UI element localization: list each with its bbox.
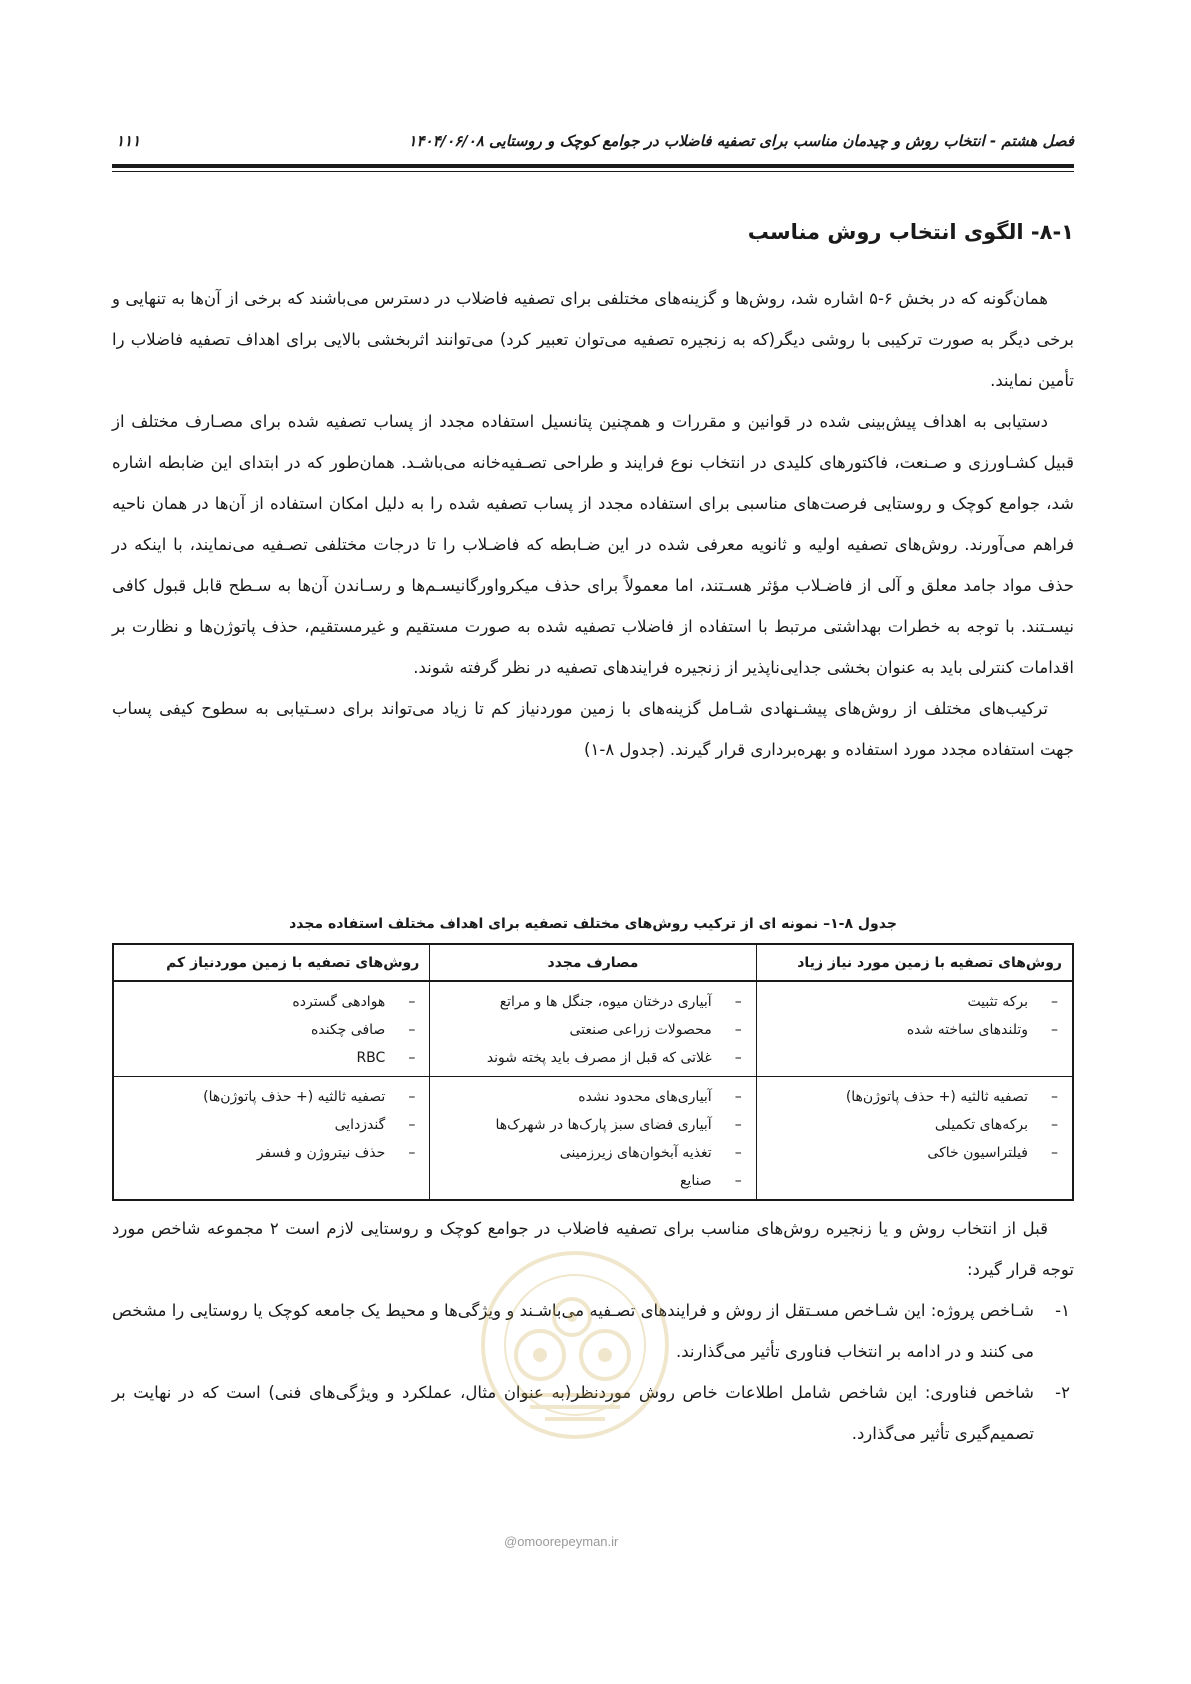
list-item: – فیلتراسیون خاکی [767, 1139, 1062, 1167]
list-item: – صنایع [440, 1167, 745, 1195]
paragraph: همان‌گونه که در بخش ۶-۵ اشاره شد، روش‌ها و گزینه‌های مختلفی برای تصفیه فاضلاب در دسترس می‌باشند که برخی از آن‌ها به تنهایی و برخی دیگر به صورت ترکیبی با روشی دیگر(که به زنجیره تصفیه می‌توان تعبیر کرد) می‌توانند اثربخشی بالایی برای اهداف تصفیه فاضلاب را تأمین نمایند. [112, 289, 1074, 390]
list-item: – غلاتی که قبل از مصرف باید پخته شوند [440, 1044, 745, 1072]
list-item: – تصفیه ثالثیه (+ حذف پاتوژن‌ها) [124, 1083, 419, 1111]
paragraph: قبل از انتخاب روش و یا زنجیره روش‌های مناسب برای تصفیه فاضلاب در جوامع کوچک و روستایی لازم است ۲ مجموعه شاخص مورد توجه قرار گیرد: [112, 1219, 1074, 1279]
cell-reuse [430, 1077, 756, 1201]
list-item: – صافی چکنده [124, 1016, 419, 1044]
header-low-land: روش‌های تصفیه با زمین موردنیاز کم [113, 944, 430, 981]
list-item: – محصولات زراعی صنعتی [440, 1016, 745, 1044]
body-paragraph-2 [112, 1208, 1074, 1290]
document-page [112, 0, 1074, 1684]
header-reuse: مصارف مجدد [430, 944, 756, 981]
running-header [112, 128, 1074, 158]
chapter-title: فصل هشتم - انتخاب روش و چیدمان مناسب برای تصفیه فاضلاب در جوامع کوچک و روستایی ۱۴۰۴/۰۶/۰۸ [408, 132, 1074, 150]
list-item: – برکه‌های تکمیلی [767, 1111, 1062, 1139]
criteria-list [112, 1290, 1074, 1454]
paragraph: دستیابی به اهداف پیش‌بینی شده در قوانین و مقررات و همچنین پتانسیل استفاده مجدد از پساب تصفیه شده برای مصـارف مختلف از قبیل کشـاورزی و صـنعت، فاکتورهای کلیدی در انتخاب نوع فرایند و طراحی تصـفیه‌خانه می‌باشـد. همان‌طور که در ابتدای این ضابطه اشاره شد، جوامع کوچک و روستایی فرصت‌های مناسبی برای استفاده مجدد از پساب تصفیه شده را به دلیل امکان استفاده از آن‌ها در همان ناحیه فراهم می‌آورند. روش‌های تصفیه اولیه و ثانویه معرفی شده در این ضـابطه که فاضـلاب را تا درجات مختلفی تصـفیه می‌نمایند، با اینکه در حذف مواد جامد معلق و آلی از فاضـلاب مؤثر هسـتند، اما معمولاً برای حذف میکرواورگانیسـم‌ها و رسـاندن آن‌ها به سـطح قابل قبول کافی نیسـتند. با توجه به خطرات بهداشتی مرتبط با استفاده از فاضلاب تصفیه شده به صورت مستقیم و غیرمستقیم، حذف پاتوژن‌ها و نظارت بر اقدامات کنترلی باید به عنوان بخشی جدایی‌ناپذیر از زنجیره فرایندهای تصفیه در نظر گرفته شوند. [112, 412, 1074, 677]
list-item: – گندزدایی [124, 1111, 419, 1139]
criteria-number: ۲- [1055, 1383, 1070, 1402]
page-number: ۱۱۱ [116, 132, 141, 150]
cell-low-land [113, 1077, 430, 1201]
section-heading: ۸-۱- الگوی انتخاب روش مناسب [747, 220, 1074, 244]
cell-high-land [756, 981, 1073, 1077]
list-item: – آبیاری‌های محدود نشده [440, 1083, 745, 1111]
table-row [113, 1077, 1073, 1201]
table-row [113, 981, 1073, 1077]
table-header-row [113, 944, 1073, 981]
list-item: – وتلندهای ساخته شده [767, 1016, 1062, 1044]
watermark-url: @omoorepeyman.ir [504, 1534, 619, 1549]
table-container [112, 943, 1074, 1201]
list-item: – آبیاری فضای سبز پارک‌ها در شهرک‌ها [440, 1111, 745, 1139]
criteria-item [112, 1372, 1074, 1454]
cell-high-land [756, 1077, 1073, 1201]
list-item: – حذف نیتروژن و فسفر [124, 1139, 419, 1167]
paragraph: ترکیب‌های مختلف از روش‌های پیشـنهادی شـامل گزینه‌های با زمین موردنیاز کم تا زیاد می‌تواند برای دسـتیابی به سطوح کیفی پساب جهت استفاده مجدد مورد استفاده و بهره‌برداری قرار گیرند. (جدول ۸-۱) [112, 699, 1074, 759]
list-item: – تغذیه آبخوان‌های زیرزمینی [440, 1139, 745, 1167]
cell-low-land [113, 981, 430, 1077]
list-item: – آبیاری درختان میوه، جنگل ها و مراتع [440, 988, 745, 1016]
body-paragraphs [112, 278, 1074, 770]
list-item: – هوادهی گسترده [124, 988, 419, 1016]
header-rule-thick [112, 164, 1074, 168]
cell-reuse [430, 981, 756, 1077]
criteria-text: شاخص فناوری: این شاخص شامل اطلاعات خاص روش موردنظر(به عنوان مثال، عملکرد و ویژگی‌های فنی) است که در نهایت بر تصمیم‌گیری تأثیر می‌گذارد. [112, 1383, 1034, 1443]
criteria-number: ۱- [1055, 1301, 1070, 1320]
list-item: – RBC [124, 1044, 419, 1072]
table-caption: جدول ۸-۱– نمونه ای از ترکیب روش‌های مختلف تصفیه برای اهداف مختلف استفاده مجدد [289, 916, 897, 932]
header-high-land: روش‌های تصفیه با زمین مورد نیاز زیاد [756, 944, 1073, 981]
criteria-item [112, 1290, 1074, 1372]
header-rule-thin [112, 171, 1074, 172]
criteria-text: شـاخص پروژه: این شـاخص مسـتقل از روش و فرایندهای تصـفیه می‌باشـند و ویژگی‌ها و محیط یک جامعه کوچک یا روستایی را مشخص می کنند و در ادامه بر انتخاب فناوری تأثیر می‌گذارند. [112, 1301, 1034, 1361]
list-item: – تصفیه ثالثیه (+ حذف پاتوژن‌ها) [767, 1083, 1062, 1111]
list-item: – برکه تثبیت [767, 988, 1062, 1016]
treatment-methods-table [112, 943, 1074, 1201]
